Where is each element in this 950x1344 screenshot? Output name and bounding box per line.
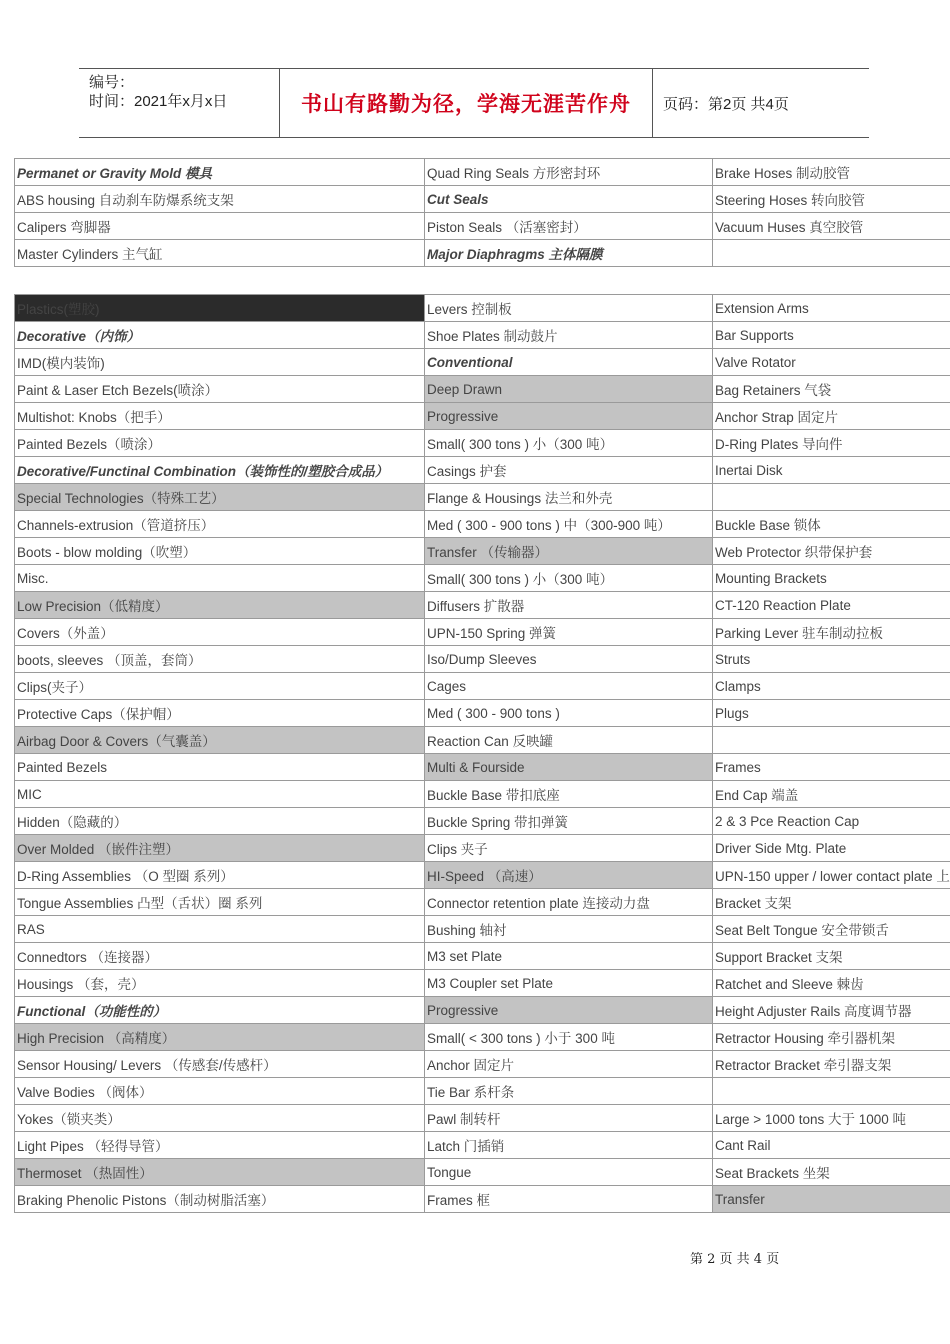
table-row [15, 1078, 950, 1105]
table-cell [713, 240, 950, 267]
table-cell: Retractor Bracket 牵引器支架 [713, 1051, 950, 1078]
table-cell: Quad Ring Seals 方形密封环 [425, 159, 713, 186]
table-cell: Anchor 固定片 [425, 1051, 713, 1078]
header-page-number: 页码：第2页 共4页 [663, 95, 789, 113]
table-cell: Iso/Dump Sleeves [425, 646, 713, 673]
table-cell: Valve Rotator [713, 349, 950, 376]
table-row [15, 943, 950, 970]
table-row [15, 240, 950, 267]
table-cell: Yokes（锁夹类） [15, 1105, 425, 1132]
table-cell: IMD(模内装饰) [15, 349, 425, 376]
table-cell: Painted Bezels [15, 754, 425, 781]
table-cell: Paint & Laser Etch Bezels(喷涂） [15, 376, 425, 403]
table-row [15, 727, 950, 754]
header-motto: 书山有路勤为径，学海无涯苦作舟 [301, 91, 631, 116]
table-cell: Frames 框 [425, 1186, 713, 1213]
table-cell: UPN-150 upper / lower contact plate 上 [713, 862, 950, 889]
table-cell: Extension Arms [713, 295, 950, 322]
table-cell: Connedtors （连接器） [15, 943, 425, 970]
table-cell: Support Bracket 支架 [713, 943, 950, 970]
table-cell: Conventional [425, 349, 713, 376]
table-row [15, 1051, 950, 1078]
table-row [15, 970, 950, 997]
table-cell: Transfer （传输器） [425, 538, 713, 565]
table-cell: Pawl 制转杆 [425, 1105, 713, 1132]
table-cell: Over Molded （嵌件注塑） [15, 835, 425, 862]
table-row [15, 403, 950, 430]
table-row [15, 700, 950, 727]
table-cell: Low Precision（低精度） [15, 592, 425, 619]
table-cell: boots, sleeves （顶盖，套筒） [15, 646, 425, 673]
table-cell: HI-Speed （高速） [425, 862, 713, 889]
table-cell [713, 1078, 950, 1105]
table-cell: Buckle Base 带扣底座 [425, 781, 713, 808]
table-cell: Small( < 300 tons ) 小于 300 吨 [425, 1024, 713, 1051]
table-cell: Piston Seals （活塞密封） [425, 213, 713, 240]
table-cell: Hidden（隐藏的） [15, 808, 425, 835]
table-cell: Permanet or Gravity Mold 模具 [15, 159, 425, 186]
table-row [15, 430, 950, 457]
table-cell: Shoe Plates 制动鼓片 [425, 322, 713, 349]
table-cell: Cant Rail [713, 1132, 950, 1159]
table-cell: 2 & 3 Pce Reaction Cap [713, 808, 950, 835]
table-row [15, 592, 950, 619]
table-cell: Bag Retainers 气袋 [713, 376, 950, 403]
table-cell: Clips 夹子 [425, 835, 713, 862]
table-cell: Master Cylinders 主气缸 [15, 240, 425, 267]
table-row [15, 295, 950, 322]
table-cell: Tongue Assemblies 凸型（舌状）圈 系列 [15, 889, 425, 916]
table-cell: Major Diaphragms 主体隔膜 [425, 240, 713, 267]
table-cell: Driver Side Mtg. Plate [713, 835, 950, 862]
table-row [15, 511, 950, 538]
table-cell: Calipers 弯脚器 [15, 213, 425, 240]
header-page-cell [653, 69, 869, 137]
table-cell: Flange & Housings 法兰和外壳 [425, 484, 713, 511]
table-row [15, 1186, 950, 1213]
table-cell [713, 727, 950, 754]
table-cell: Struts [713, 646, 950, 673]
table-cell: Buckle Base 锁体 [713, 511, 950, 538]
table-cell: Tie Bar 系杆条 [425, 1078, 713, 1105]
table-cell: Small( 300 tons ) 小（300 吨） [425, 565, 713, 592]
table-cell: Casings 护套 [425, 457, 713, 484]
table-cell: Frames [713, 754, 950, 781]
table-cell: Braking Phenolic Pistons（制动树脂活塞） [15, 1186, 425, 1213]
header-info-cell [79, 69, 280, 137]
table-cell: Height Adjuster Rails 高度调节器 [713, 997, 950, 1024]
table-cell: Painted Bezels（喷涂） [15, 430, 425, 457]
table-cell: Anchor Strap 固定片 [713, 403, 950, 430]
table-row [15, 484, 950, 511]
table-cell: Vacuum Huses 真空胶管 [713, 213, 950, 240]
table-cell: Cages [425, 673, 713, 700]
table-cell: Sensor Housing/ Levers （传感套/传感杆） [15, 1051, 425, 1078]
table-cell: Boots - blow molding（吹塑） [15, 538, 425, 565]
table-cell: Transfer [713, 1186, 950, 1213]
table-cell [713, 484, 950, 511]
table-cell: Large > 1000 tons 大于 1000 吨 [713, 1105, 950, 1132]
table-row [15, 781, 950, 808]
table-row [15, 1105, 950, 1132]
table-cell: Bracket 支架 [713, 889, 950, 916]
table-row [15, 619, 950, 646]
table-cell: Parking Lever 驻车制动拉板 [713, 619, 950, 646]
table-cell: High Precision （高精度） [15, 1024, 425, 1051]
table-cell: Inertai Disk [713, 457, 950, 484]
table-cell: ABS housing 自动刹车防爆系统支架 [15, 186, 425, 213]
table-cell: Retractor Housing 牵引器机架 [713, 1024, 950, 1051]
table-cell: Latch 门插销 [425, 1132, 713, 1159]
table-row [15, 646, 950, 673]
table-cell: Valve Bodies （阀体） [15, 1078, 425, 1105]
table-cell: M3 set Plate [425, 943, 713, 970]
parts-table-main [14, 294, 950, 1213]
table-cell: Tongue [425, 1159, 713, 1186]
table-row [15, 997, 950, 1024]
table-cell: M3 Coupler set Plate [425, 970, 713, 997]
table-cell: Levers 控制板 [425, 295, 713, 322]
table-row [15, 673, 950, 700]
table-row [15, 349, 950, 376]
table-cell: Buckle Spring 带扣弹簧 [425, 808, 713, 835]
table-cell: Airbag Door & Covers（气囊盖） [15, 727, 425, 754]
table-cell: Ratchet and Sleeve 棘齿 [713, 970, 950, 997]
header-motto-cell [280, 69, 653, 137]
document-number-label: 编号： [89, 74, 135, 91]
table-row [15, 159, 950, 186]
table-cell: Channels-extrusion（管道挤压） [15, 511, 425, 538]
table-row [15, 1024, 950, 1051]
table-cell: Med ( 300 - 900 tons ) 中（300-900 吨） [425, 511, 713, 538]
table-row [15, 213, 950, 240]
table-cell: Clips(夹子） [15, 673, 425, 700]
table-cell: UPN-150 Spring 弹簧 [425, 619, 713, 646]
table-row [15, 889, 950, 916]
table-cell: Bar Supports [713, 322, 950, 349]
table-cell: Cut Seals [425, 186, 713, 213]
page-footer: 第 2 页 共 4 页 [690, 1252, 780, 1267]
table-row [15, 538, 950, 565]
table-row [15, 186, 950, 213]
table-row [15, 457, 950, 484]
table-cell: Seat Belt Tongue 安全带锁舌 [713, 916, 950, 943]
table-cell: Progressive [425, 997, 713, 1024]
table-cell: Clamps [713, 673, 950, 700]
table-cell: Small( 300 tons ) 小（300 吨） [425, 430, 713, 457]
table-cell: Misc. [15, 565, 425, 592]
table-row [15, 565, 950, 592]
table-row [15, 1132, 950, 1159]
table-cell: D-Ring Assemblies （O 型圈 系列） [15, 862, 425, 889]
table-cell: Web Protector 织带保护套 [713, 538, 950, 565]
table-row [15, 754, 950, 781]
table-cell: CT-120 Reaction Plate [713, 592, 950, 619]
table-cell: MIC [15, 781, 425, 808]
table-cell: D-Ring Plates 导向件 [713, 430, 950, 457]
table-row [15, 916, 950, 943]
table-cell: Plugs [713, 700, 950, 727]
table-cell: Progressive [425, 403, 713, 430]
table-cell: Housings （套，壳） [15, 970, 425, 997]
table-cell: Multi & Fourside [425, 754, 713, 781]
table-row [15, 808, 950, 835]
table-cell: Reaction Can 反映罐 [425, 727, 713, 754]
document-date-label: 时间：2021年x月x日 [89, 93, 228, 110]
parts-table-top [14, 158, 950, 267]
table-cell: Thermoset （热固性） [15, 1159, 425, 1186]
table-cell: Plastics(塑胶) [15, 295, 425, 322]
table-cell: RAS [15, 916, 425, 943]
table-cell: Protective Caps（保护帽） [15, 700, 425, 727]
table-row [15, 376, 950, 403]
table-cell: End Cap 端盖 [713, 781, 950, 808]
page-header [79, 68, 869, 138]
table-cell: Connector retention plate 连接动力盘 [425, 889, 713, 916]
table-cell: Steering Hoses 转向胶管 [713, 186, 950, 213]
table-cell: Light Pipes （轻得导管） [15, 1132, 425, 1159]
table-cell: Decorative（内饰） [15, 322, 425, 349]
table-cell: Multishot: Knobs（把手） [15, 403, 425, 430]
table-cell: Diffusers 扩散器 [425, 592, 713, 619]
table-cell: Covers（外盖） [15, 619, 425, 646]
table-cell: Special Technologies（特殊工艺） [15, 484, 425, 511]
table-row [15, 322, 950, 349]
table-row [15, 835, 950, 862]
table-cell: Med ( 300 - 900 tons ) [425, 700, 713, 727]
table-cell: Mounting Brackets [713, 565, 950, 592]
table-cell: Bushing 轴衬 [425, 916, 713, 943]
table-cell: Decorative/Functinal Combination（装饰性的/塑胶合成品） [15, 457, 425, 484]
table-row [15, 862, 950, 889]
table-cell: Deep Drawn [425, 376, 713, 403]
table-row [15, 1159, 950, 1186]
table-cell: Brake Hoses 制动胶管 [713, 159, 950, 186]
table-cell: Functional（功能性的） [15, 997, 425, 1024]
table-cell: Seat Brackets 坐架 [713, 1159, 950, 1186]
